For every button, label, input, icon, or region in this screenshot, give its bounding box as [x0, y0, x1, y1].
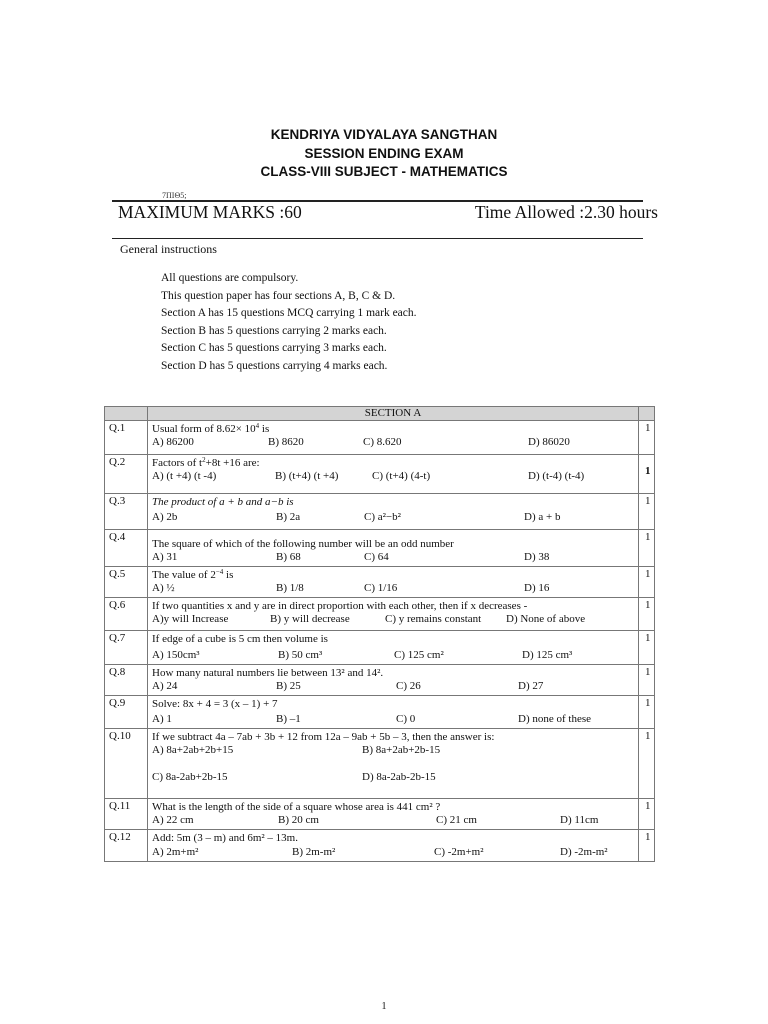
exam-header — [0, 126, 768, 182]
options — [152, 814, 634, 828]
option-c: C) 0 — [396, 713, 416, 725]
question-row — [105, 696, 655, 729]
question-text: If two quantities x and y are in direct proportion with each other, then if x decreases - — [152, 600, 528, 612]
question-number: Q.1 — [105, 421, 148, 455]
question-body — [148, 598, 639, 631]
option-d: D) 27 — [518, 680, 544, 692]
question-number: Q.3 — [105, 494, 148, 530]
question-text: Usual form of $8.62\times 10^4$ is — [152, 422, 270, 435]
option-d: D) -2m-m² — [560, 846, 608, 858]
options — [152, 582, 634, 596]
question-body — [148, 729, 639, 799]
question-marks: 1 — [639, 598, 655, 631]
option-a: A) 150cm³ — [152, 649, 200, 661]
question-marks: 1 — [639, 455, 655, 494]
question-text: How many natural numbers lie between 13² and 14². — [152, 667, 384, 679]
question-row — [105, 830, 655, 862]
question-text: What is the length of the side of a square whose area is 441 cm² ? — [152, 801, 441, 813]
marks-time-row — [118, 202, 658, 226]
option-d: D) 125 cm³ — [522, 649, 573, 661]
question-row — [105, 799, 655, 830]
instruction-item: Section B has 5 questions carrying 2 marks each. — [161, 324, 387, 337]
question-text: The product of a + b and a−b is — [152, 496, 294, 508]
question-number: Q.7 — [105, 631, 148, 665]
option-b: B) 20 cm — [278, 814, 319, 826]
section-title: SECTION A — [148, 407, 639, 421]
question-marks: 1 — [639, 830, 655, 862]
option-a: A) 1 — [152, 713, 172, 725]
question-marks: 1 — [639, 665, 655, 696]
instruction-item: All questions are compulsory. — [161, 272, 299, 284]
options — [152, 649, 634, 663]
option-b: B) (t+4) (t +4) — [275, 470, 339, 482]
option-d: D) 11cm — [560, 814, 599, 826]
question-text: If we subtract 4a – 7ab + 3b + 12 from 12a – 9ab + 5b – 3, then the answer is: — [152, 731, 495, 743]
question-row — [105, 455, 655, 494]
options — [152, 511, 634, 525]
option-c: C) 1/16 — [364, 582, 398, 594]
question-marks: 1 — [639, 567, 655, 598]
options — [152, 771, 634, 785]
option-b: B) y will decrease — [270, 613, 350, 625]
handwritten-note: 7ΠΙΘ5; — [162, 191, 187, 200]
question-row — [105, 665, 655, 696]
maximum-marks: MAXIMUM MARKS :60 — [118, 202, 302, 222]
question-row — [105, 421, 655, 455]
question-body — [148, 799, 639, 830]
option-d: D) None of above — [506, 613, 586, 625]
option-c: C) y remains constant — [385, 613, 482, 625]
option-b: B) 8620 — [268, 436, 304, 448]
section-header-blank — [639, 407, 655, 421]
question-row — [105, 567, 655, 598]
question-body — [148, 455, 639, 494]
question-number: Q.11 — [105, 799, 148, 830]
option-b: B) –1 — [276, 713, 301, 725]
question-text: The square of which of the following number will be an odd number — [152, 538, 454, 550]
question-marks: 1 — [639, 631, 655, 665]
question-body — [148, 494, 639, 530]
option-a: A) 31 — [152, 551, 178, 563]
options — [152, 846, 634, 860]
question-number: Q.5 — [105, 567, 148, 598]
question-number: Q.4 — [105, 530, 148, 567]
question-row — [105, 530, 655, 567]
option-d: D) none of these — [518, 713, 592, 725]
bottom-divider — [112, 238, 643, 239]
option-b: B) 8a+2ab+2b-15 — [362, 744, 441, 756]
question-number: Q.8 — [105, 665, 148, 696]
question-text: Solve: 8x + 4 = 3 (x – 1) + 7 — [152, 698, 278, 710]
option-d: D) 86020 — [528, 436, 570, 448]
question-body — [148, 567, 639, 598]
question-marks: 1 — [639, 799, 655, 830]
question-number: Q.6 — [105, 598, 148, 631]
question-text: The value of $2^{-4}$ is — [152, 568, 234, 581]
option-d: D) (t-4) (t-4) — [528, 470, 585, 482]
questions-table — [104, 406, 655, 862]
instruction-item: This question paper has four sections A, B, C & D. — [161, 289, 396, 302]
option-c: C) (t+4) (4-t) — [372, 470, 431, 482]
question-row — [105, 729, 655, 799]
option-b: B) 2m-m² — [292, 846, 336, 858]
question-body — [148, 696, 639, 729]
option-b: B) 1/8 — [276, 582, 304, 594]
option-a: A) ½ — [152, 582, 175, 594]
option-c: C) a²−b² — [364, 511, 401, 523]
question-number: Q.10 — [105, 729, 148, 799]
instruction-item: Section A has 15 questions MCQ carrying 1 mark each. — [161, 307, 417, 320]
question-body — [148, 830, 639, 862]
question-marks: 1 — [639, 729, 655, 799]
question-number: Q.9 — [105, 696, 148, 729]
instruction-item: Section D has 5 questions carrying 4 marks each. — [161, 359, 388, 372]
general-instructions-heading: General instructions — [120, 242, 217, 256]
option-b: B) 2a — [276, 511, 301, 523]
options — [152, 744, 634, 758]
option-d: D) 8a-2ab-2b-15 — [362, 771, 436, 783]
options — [152, 680, 634, 694]
exam-name: SESSION ENDING EXAM — [304, 145, 464, 161]
option-a: A) (t +4) (t -4) — [152, 470, 217, 482]
option-d: D) 38 — [524, 551, 550, 563]
option-c: C) 26 — [396, 680, 421, 692]
instruction-item: Section C has 5 questions carrying 3 marks each. — [161, 342, 387, 355]
question-body — [148, 665, 639, 696]
page-number: 1 — [381, 1001, 387, 1012]
question-text: If edge of a cube is 5 cm then volume is — [152, 633, 328, 645]
question-body — [148, 530, 639, 567]
option-a: A)y will Increase — [152, 613, 229, 625]
question-marks: 1 — [639, 696, 655, 729]
options — [152, 713, 634, 727]
option-a: A) 2m+m² — [152, 846, 199, 858]
options — [152, 470, 634, 484]
option-c: C) 8.620 — [363, 436, 402, 448]
class-subject: CLASS-VIII SUBJECT - MATHEMATICS — [260, 164, 508, 179]
option-c: C) 21 cm — [436, 814, 477, 826]
option-d: D) 16 — [524, 582, 550, 594]
question-marks: 1 — [639, 421, 655, 455]
options — [152, 551, 634, 565]
option-a: A) 24 — [152, 680, 178, 692]
time-allowed: Time Allowed :2.30 hours — [474, 202, 658, 222]
instructions-list — [161, 270, 417, 376]
option-c: C) 8a-2ab+2b-15 — [152, 771, 228, 783]
school-name: KENDRIYA VIDYALAYA SANGTHAN — [270, 127, 498, 142]
question-marks: 1 — [639, 530, 655, 567]
option-a: A) 2b — [152, 511, 178, 523]
option-a: A) 22 cm — [152, 814, 194, 826]
question-marks: 1 — [639, 494, 655, 530]
option-b: B) 68 — [276, 551, 301, 563]
option-b: B) 25 — [276, 680, 301, 692]
options — [152, 436, 634, 450]
question-row — [105, 631, 655, 665]
option-a: A) 86200 — [152, 436, 194, 448]
question-body — [148, 631, 639, 665]
option-b: B) 50 cm³ — [278, 649, 323, 661]
option-d: D) a + b — [524, 511, 561, 523]
option-c: C) -2m+m² — [434, 846, 484, 858]
option-c: C) 64 — [364, 551, 389, 563]
option-c: C) 125 cm² — [394, 649, 444, 661]
question-body — [148, 421, 639, 455]
question-row — [105, 494, 655, 530]
section-header-row — [105, 407, 655, 421]
option-a: A) 8a+2ab+2b+15 — [152, 744, 234, 756]
question-number: Q.2 — [105, 455, 148, 494]
question-text: Factors of $t^2+8t +16$ are: — [152, 456, 260, 469]
question-number: Q.12 — [105, 830, 148, 862]
question-text: Add: 5m (3 – m) and 6m² – 13m. — [152, 832, 298, 844]
section-header-blank — [105, 407, 148, 421]
options — [152, 613, 634, 627]
question-row — [105, 598, 655, 631]
